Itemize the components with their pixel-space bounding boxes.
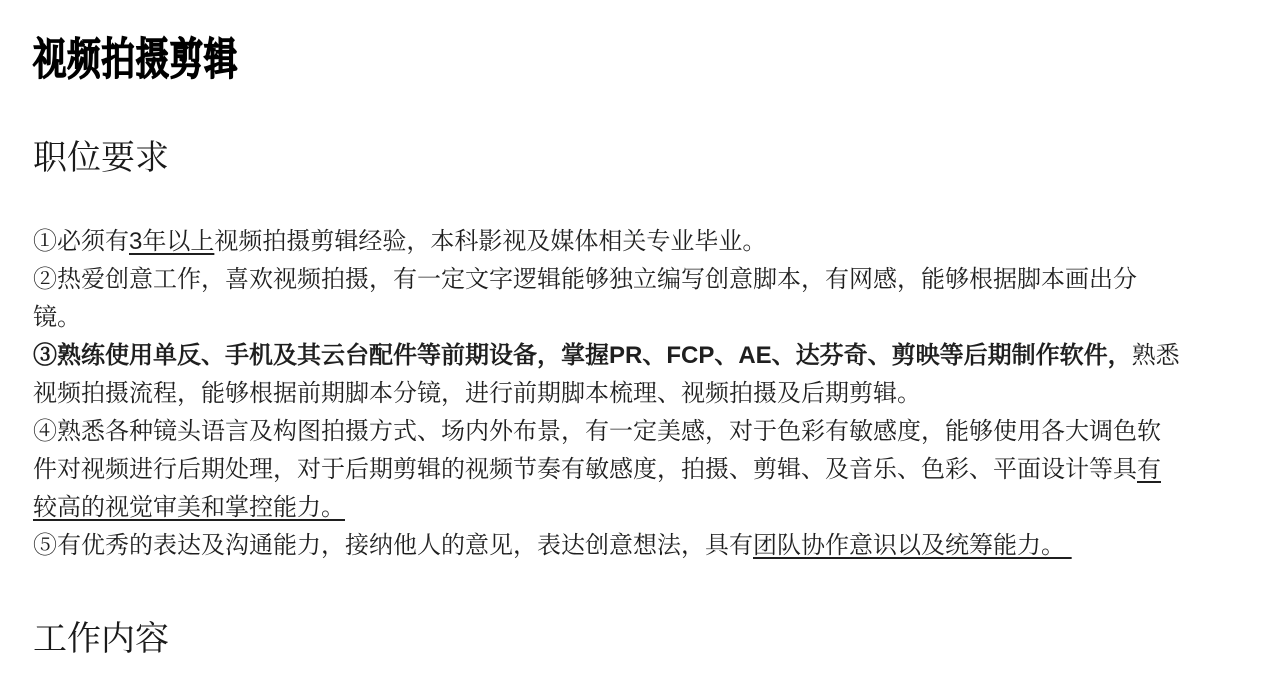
requirement-text: 视频拍摄流程，能够根据前期脚本分镜，进行前期脚本梳理、视频拍摄及后期剪辑。 [33,379,921,407]
requirement-text: 熟悉 [1131,341,1180,369]
requirement-line [33,413,1240,451]
page-title [33,36,1240,84]
requirement-text: ①必须有 [33,227,129,255]
requirement-text: 件对视频进行后期处理，对于后期剪辑的视频节奏有敏感度，拍摄、剪辑、及音乐、色彩、平面设计等具 [33,455,1137,483]
requirement-line [33,527,1240,565]
requirement-line [33,261,1240,299]
job-posting-page [0,36,1280,661]
requirement-line [33,375,1240,413]
requirement-text-underlined: 3年以上 [129,227,215,255]
requirement-line [33,337,1240,375]
requirement-text: ⑤有优秀的表达及沟通能力，接纳他人的意见，表达创意想法，具有 [33,531,753,559]
requirement-text-bold: ③熟练使用单反、手机及其云台配件等前期设备，掌握PR、FCP、AE、达芬奇、剪映等后期制作软件， [33,341,1132,369]
requirement-text-underlined: 团队协作意识以及统筹能力。 [753,531,1072,559]
section-heading-work: 工作内容 [33,619,169,658]
requirement-text-underlined: 有 [1137,455,1161,483]
requirements-list [33,223,1240,565]
requirement-line [33,299,1240,337]
requirement-text: ②热爱创意工作，喜欢视频拍摄，有一定文字逻辑能够独立编写创意脚本，有网感，能够根据脚本画出分 [33,265,1137,293]
requirement-line [33,451,1240,489]
requirement-line [33,489,1240,527]
requirement-text: ④熟悉各种镜头语言及构图拍摄方式、场内外布景，有一定美感，对于色彩有敏感度，能够使用各大调色软 [33,417,1161,445]
requirement-text: 镜。 [33,303,81,331]
page-title-text: 视频拍摄剪辑 [33,35,239,84]
requirement-text: 视频拍摄剪辑经验，本科影视及媒体相关专业毕业。 [214,227,767,255]
requirement-text-underlined: 较高的视觉审美和掌控能力。 [33,493,345,521]
requirement-line [33,223,1240,261]
section-heading-requirements: 职位要求 [33,139,169,178]
